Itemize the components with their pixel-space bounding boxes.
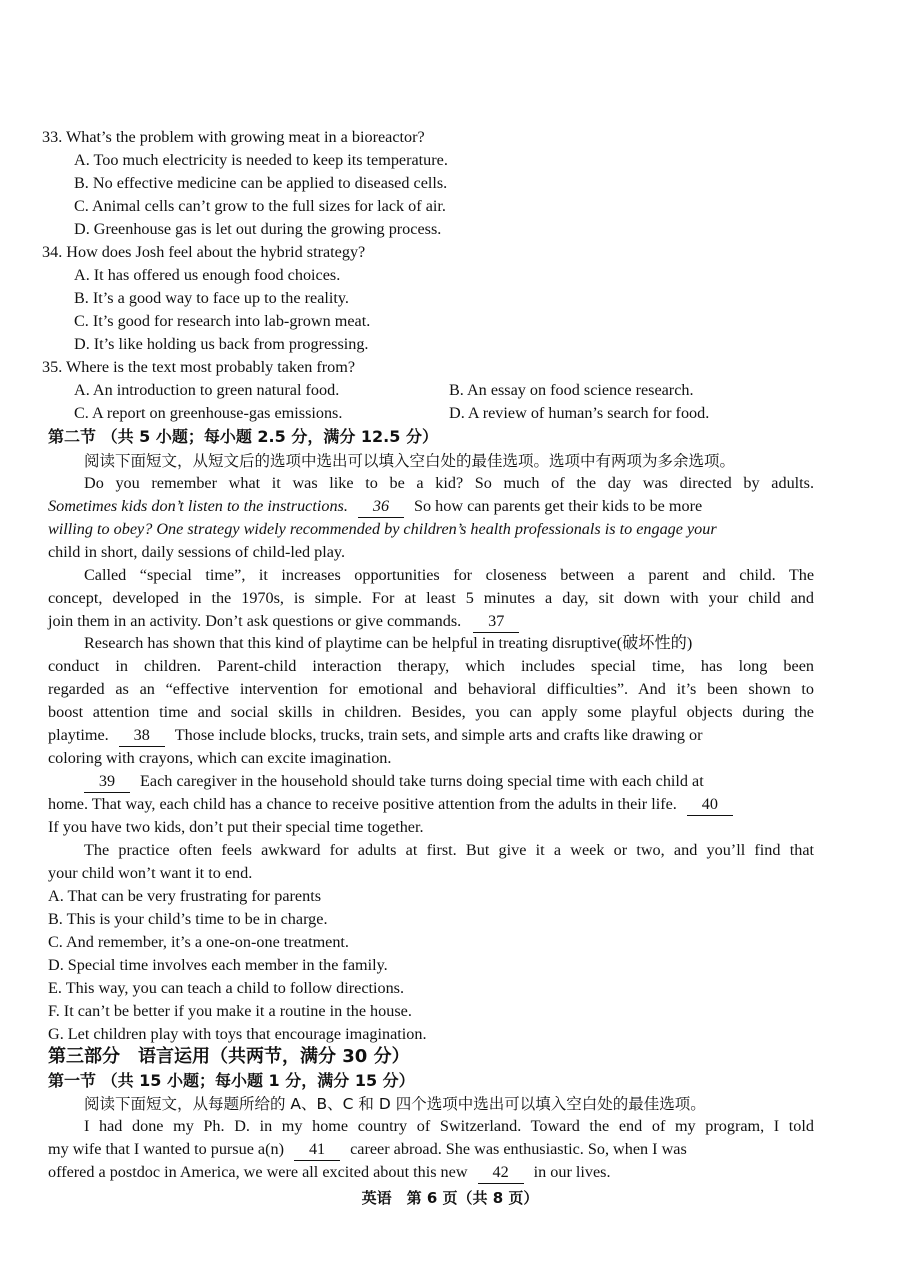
blank-41[interactable]: 41	[294, 1138, 340, 1161]
option-d: D. Special time involves each member in the family.	[48, 956, 388, 974]
question-35-option-d: D. A review of human’s search for food.	[449, 404, 710, 422]
passage-p2-line1: Called “special time”, it increases opportunities for closeness between a parent and child. The	[84, 566, 814, 584]
question-33-option-c: C. Animal cells can’t grow to the full sizes for lack of air.	[74, 197, 446, 215]
cloze-line2: my wife that I wanted to pursue a(n) 41 career abroad. She was enthusiastic. So, when I was	[48, 1138, 687, 1161]
question-33-option-b: B. No effective medicine can be applied to diseased cells.	[74, 174, 448, 192]
cloze-line3: offered a postdoc in America, we were all excited about this new 42 in our lives.	[48, 1161, 611, 1184]
question-33-option-a: A. Too much electricity is needed to keep its temperature.	[74, 151, 448, 169]
section-2-instruction: 阅读下面短文，从短文后的选项中选出可以填入空白处的最佳选项。选项中有两项为多余选项。	[84, 452, 736, 470]
passage-p3-line6: coloring with crayons, which can excite imagination.	[48, 749, 392, 767]
passage-p5-line1: The practice often feels awkward for adults at first. But give it a week or two, and you’ll find that	[84, 841, 814, 859]
blank-42[interactable]: 42	[478, 1161, 524, 1184]
passage-p2-line2: concept, developed in the 1970s, is simple. For at least 5 minutes a day, sit down with your child and	[48, 589, 814, 607]
question-33-stem: 33. What’s the problem with growing meat in a bioreactor?	[42, 128, 425, 146]
option-f: F. It can’t be better if you make it a routine in the house.	[48, 1002, 412, 1020]
cloze-line1: I had done my Ph. D. in my home country of Switzerland. Toward the end of my program, I told	[84, 1117, 814, 1135]
question-34-stem: 34. How does Josh feel about the hybrid strategy?	[42, 243, 366, 261]
passage-p3-line5: playtime. 38 Those include blocks, trucks, train sets, and simple arts and crafts like drawing or	[48, 724, 703, 747]
option-a: A. That can be very frustrating for parents	[48, 887, 321, 905]
passage-p2-line3: join them in an activity. Don’t ask questions or give commands. 37	[48, 610, 519, 633]
question-34-option-c: C. It’s good for research into lab-grown meat.	[74, 312, 371, 330]
passage-p3-line3: regarded as an “effective intervention for emotional and behavioral difficulties”. And it’s been shown to	[48, 680, 814, 698]
blank-37[interactable]: 37	[473, 610, 519, 633]
part-3-section-1-heading: 第一节 （共 15 小题；每小题 1 分，满分 15 分）	[48, 1071, 415, 1090]
question-34-option-a: A. It has offered us enough food choices.	[74, 266, 341, 284]
part-3-heading: 第三部分 语言运用（共两节，满分 30 分）	[48, 1046, 410, 1067]
question-33-option-d: D. Greenhouse gas is let out during the growing process.	[74, 220, 442, 238]
blank-38[interactable]: 38	[119, 724, 165, 747]
question-35-option-a: A. An introduction to green natural food.	[74, 381, 340, 399]
option-b: B. This is your child’s time to be in charge.	[48, 910, 328, 928]
question-34-option-b: B. It’s a good way to face up to the reality.	[74, 289, 349, 307]
question-35-option-b: B. An essay on food science research.	[449, 381, 694, 399]
passage-p1-line1: Do you remember what it was like to be a kid? So much of the day was directed by adults.	[84, 474, 814, 492]
section-2-heading: 第二节 （共 5 小题；每小题 2.5 分，满分 12.5 分）	[48, 427, 438, 446]
passage-p3-line4: boost attention time and social skills in children. Besides, you can apply some playful objects during the	[48, 703, 814, 721]
option-c: C. And remember, it’s a one-on-one treatment.	[48, 933, 349, 951]
passage-p1-line3: willing to obey? One strategy widely recommended by children’s health professionals is to engage your	[48, 520, 717, 538]
blank-36[interactable]: 36	[358, 495, 404, 518]
question-35-stem: 35. Where is the text most probably taken from?	[42, 358, 356, 376]
blank-40[interactable]: 40	[687, 793, 733, 816]
blank-39[interactable]: 39	[84, 770, 130, 793]
option-g: G. Let children play with toys that encourage imagination.	[48, 1025, 427, 1043]
passage-p1-line4: child in short, daily sessions of child-led play.	[48, 543, 346, 561]
question-35-option-c: C. A report on greenhouse-gas emissions.	[74, 404, 343, 422]
passage-p3-line2: conduct in children. Parent-child interaction therapy, which includes special time, has long been	[48, 657, 814, 675]
passage-p3-line1: Research has shown that this kind of playtime can be helpful in treating disruptive(破坏性的)	[84, 634, 693, 652]
passage-p1-line2: Sometimes kids don’t listen to the instructions. 36 So how can parents get their kids to be more	[48, 495, 702, 518]
passage-p5-line2: your child won’t want it to end.	[48, 864, 253, 882]
question-34-option-d: D. It’s like holding us back from progressing.	[74, 335, 369, 353]
passage-p4-line3: If you have two kids, don’t put their special time together.	[48, 818, 424, 836]
passage-p4-line2: home. That way, each child has a chance to receive positive attention from the adults in their life. 40	[48, 793, 733, 816]
option-e: E. This way, you can teach a child to follow directions.	[48, 979, 405, 997]
part-3-instruction: 阅读下面短文，从每题所给的 A、B、C 和 D 四个选项中选出可以填入空白处的最佳选项。	[84, 1095, 706, 1113]
passage-p4-line1: 39 Each caregiver in the household should take turns doing special time with each child at	[84, 770, 704, 793]
page-footer: 英语 第 6 页（共 8 页）	[361, 1189, 539, 1207]
